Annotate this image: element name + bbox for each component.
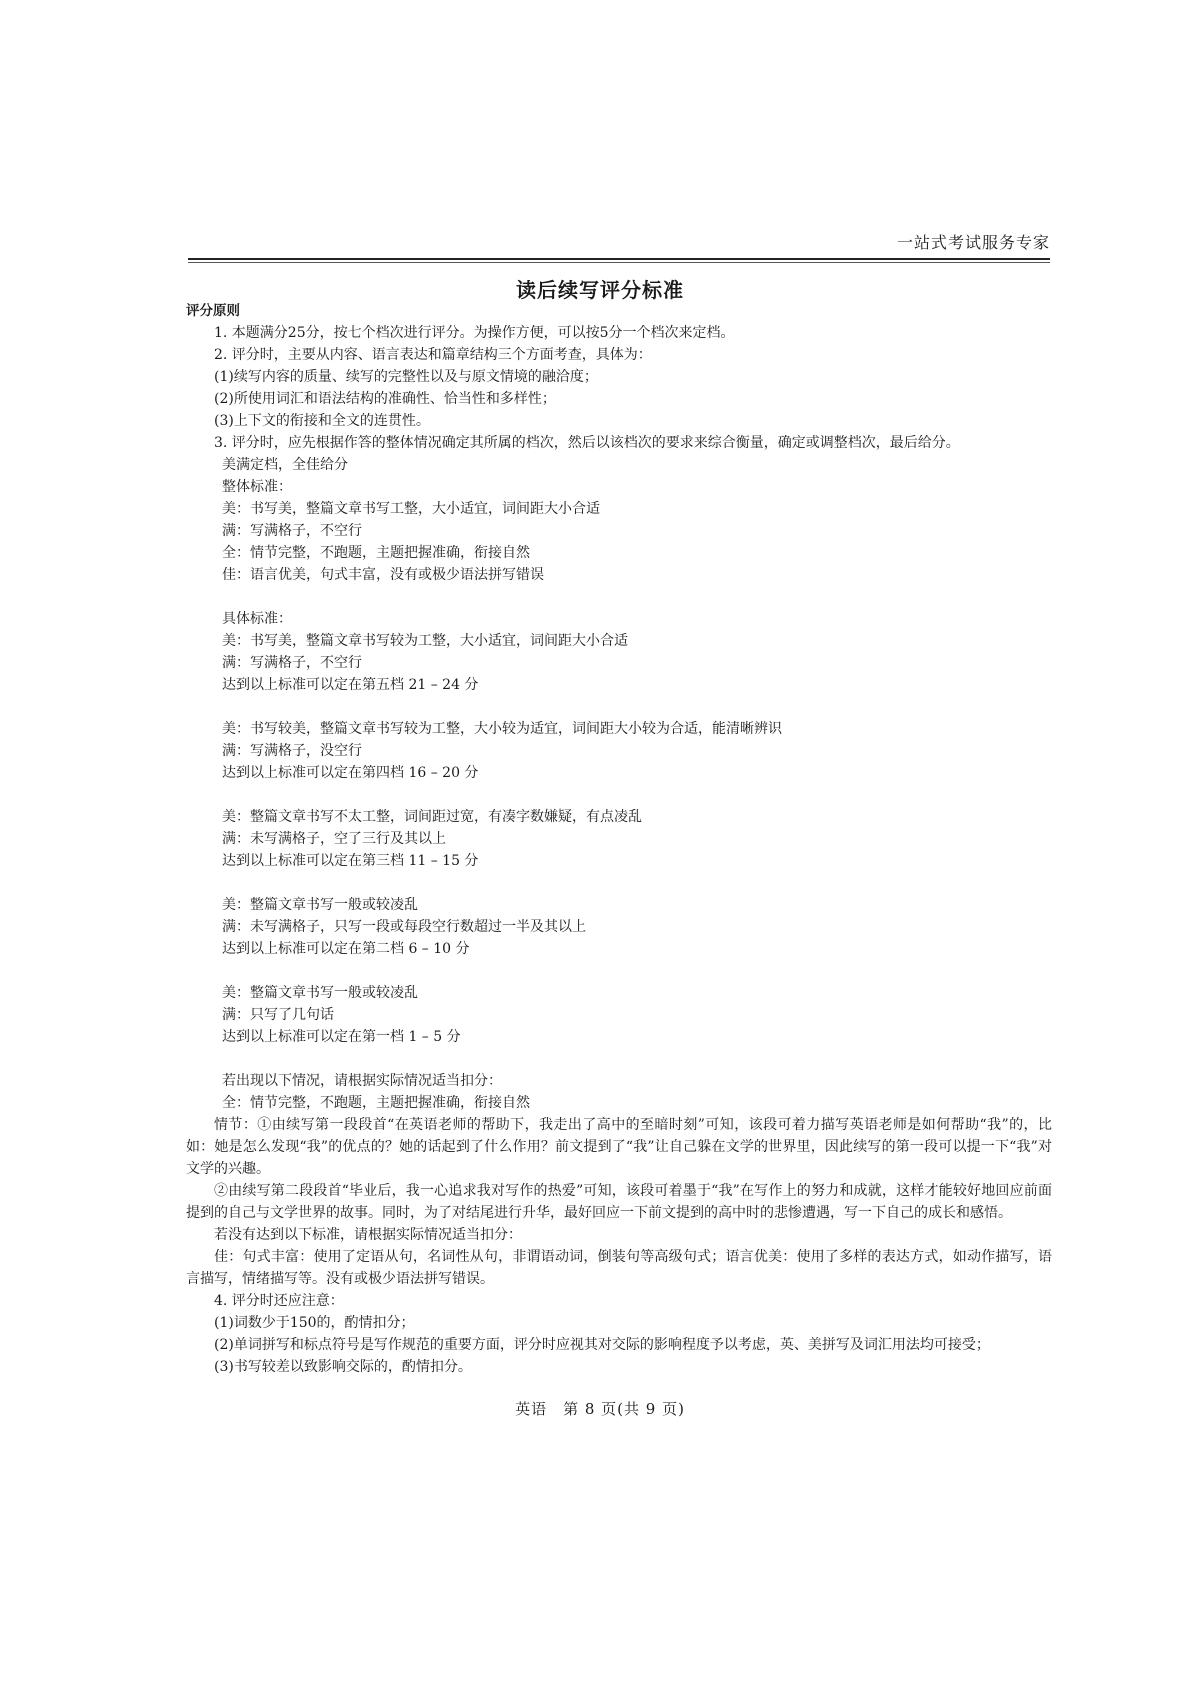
rule-1: 1. 本题满分25分，按七个档次进行评分。为操作方便，可以按5分一个档次来定档。 — [214, 325, 735, 341]
rule-2: 2. 评分时，主要从内容、语言表达和篇章结构三个方面考查，具体为： — [214, 347, 652, 363]
overall-heading: 美满定档，全佳给分 — [222, 457, 348, 473]
overall-man: 满：写满格子，不空行 — [222, 523, 362, 539]
spacer — [186, 872, 1052, 894]
grade1-result: 达到以上标准可以定在第一档 1 – 5 分 — [222, 1029, 461, 1045]
grade2-man: 满：未写满格子，只写一段或每段空行数超过一半及其以上 — [222, 919, 586, 935]
note-2: (2)单词拼写和标点符号是写作规范的重要方面，评分时应视其对交际的影响程度予以考虑，英、美拼写及词汇用法均可接受； — [214, 1337, 990, 1353]
deduction-intro-2: 若没有达到以下标准，请根据实际情况适当扣分： — [214, 1227, 522, 1243]
header-rule-thin — [188, 262, 1050, 263]
deduction-quan: 全：情节完整，不跑题，主题把握准确，衔接自然 — [222, 1095, 530, 1111]
spacer — [186, 960, 1052, 982]
deduction-plot-1: 情节：①由续写第一段段首“在英语老师的帮助下，我走出了高中的至暗时刻”可知，该段可着力描写英语老师是如何帮助“我”的，比如：她是怎么发现“我”的优点的？她的话起到了什么作用？前文提到了“我”让自己躲在文学的世界里，因此续写的第一段可以提一下“我”对文学的兴趣。 — [186, 1117, 1052, 1177]
rule-2-item-3: (3)上下文的衔接和全文的连贯性。 — [214, 413, 430, 429]
spacer — [186, 586, 1052, 608]
header-rule — [188, 258, 1050, 260]
rule-2-item-2: (2)所使用词汇和语法结构的准确性、恰当性和多样性； — [214, 391, 556, 407]
spacer — [186, 1048, 1052, 1070]
overall-quan: 全：情节完整，不跑题，主题把握准确，衔接自然 — [222, 545, 530, 561]
page-footer: 英语 第 8 页(共 9 页) — [515, 1400, 685, 1418]
grade4-man: 满：写满格子，没空行 — [222, 743, 362, 759]
page-title: 读后续写评分标准 — [516, 278, 684, 302]
specific-label: 具体标准： — [222, 611, 292, 627]
grade2-result: 达到以上标准可以定在第二档 6 – 10 分 — [222, 941, 470, 957]
section-heading: 评分原则 — [186, 303, 240, 319]
spacer — [186, 696, 1052, 718]
grade3-result: 达到以上标准可以定在第三档 11 – 15 分 — [222, 853, 479, 869]
deduction-intro: 若出现以下情况，请根据实际情况适当扣分： — [222, 1073, 502, 1089]
grade5-result: 达到以上标准可以定在第五档 21 – 24 分 — [222, 677, 479, 693]
rule-4: 4. 评分时还应注意： — [214, 1293, 344, 1309]
grade2-mei: 美：整篇文章书写一般或较凌乱 — [222, 897, 418, 913]
overall-jia: 佳：语言优美，句式丰富，没有或极少语法拼写错误 — [222, 567, 544, 583]
grade4-result: 达到以上标准可以定在第四档 16 – 20 分 — [222, 765, 479, 781]
grade1-man: 满：只写了几句话 — [222, 1007, 334, 1023]
document-body — [186, 300, 1052, 1378]
spacer — [186, 784, 1052, 806]
grade1-mei: 美：整篇文章书写一般或较凌乱 — [222, 985, 418, 1001]
grade5-man: 满：写满格子，不空行 — [222, 655, 362, 671]
rule-2-item-1: (1)续写内容的质量、续写的完整性以及与原文情境的融洽度； — [214, 369, 598, 385]
overall-label: 整体标准： — [222, 479, 292, 495]
grade5-mei: 美：书写美，整篇文章书写较为工整，大小适宜，词间距大小合适 — [222, 633, 628, 649]
grade3-mei: 美：整篇文章书写不太工整，词间距过宽，有凑字数嫌疑，有点凌乱 — [222, 809, 642, 825]
note-3: (3)书写较差以致影响交际的，酌情扣分。 — [214, 1359, 472, 1375]
grade4-mei: 美：书写较美，整篇文章书写较为工整，大小较为适宜，词间距大小较为合适，能清晰辨识 — [222, 721, 782, 737]
header-brand: 一站式考试服务专家 — [896, 233, 1050, 252]
note-1: (1)词数少于150的，酌情扣分； — [214, 1315, 415, 1331]
rule-3: 3. 评分时，应先根据作答的整体情况确定其所属的档次，然后以该档次的要求来综合衡量，确定或调整档次，最后给分。 — [214, 435, 960, 451]
deduction-jia: 佳：句式丰富：使用了定语从句，名词性从句，非谓语动词，倒装句等高级句式；语言优美：使用了多样的表达方式，如动作描写，语言描写，情绪描写等。没有或极少语法拼写错误。 — [186, 1249, 1052, 1287]
deduction-plot-2: ②由续写第二段段首“毕业后，我一心追求我对写作的热爱”可知，该段可着墨于“我”在写作上的努力和成就，这样才能较好地回应前面提到的自己与文学世界的故事。同时，为了对结尾进行升华，最好回应一下前文提到的高中时的悲惨遭遇，写一下自己的成长和感悟。 — [186, 1183, 1052, 1221]
overall-mei: 美：书写美，整篇文章书写工整，大小适宜，词间距大小合适 — [222, 501, 600, 517]
grade3-man: 满：未写满格子，空了三行及其以上 — [222, 831, 446, 847]
